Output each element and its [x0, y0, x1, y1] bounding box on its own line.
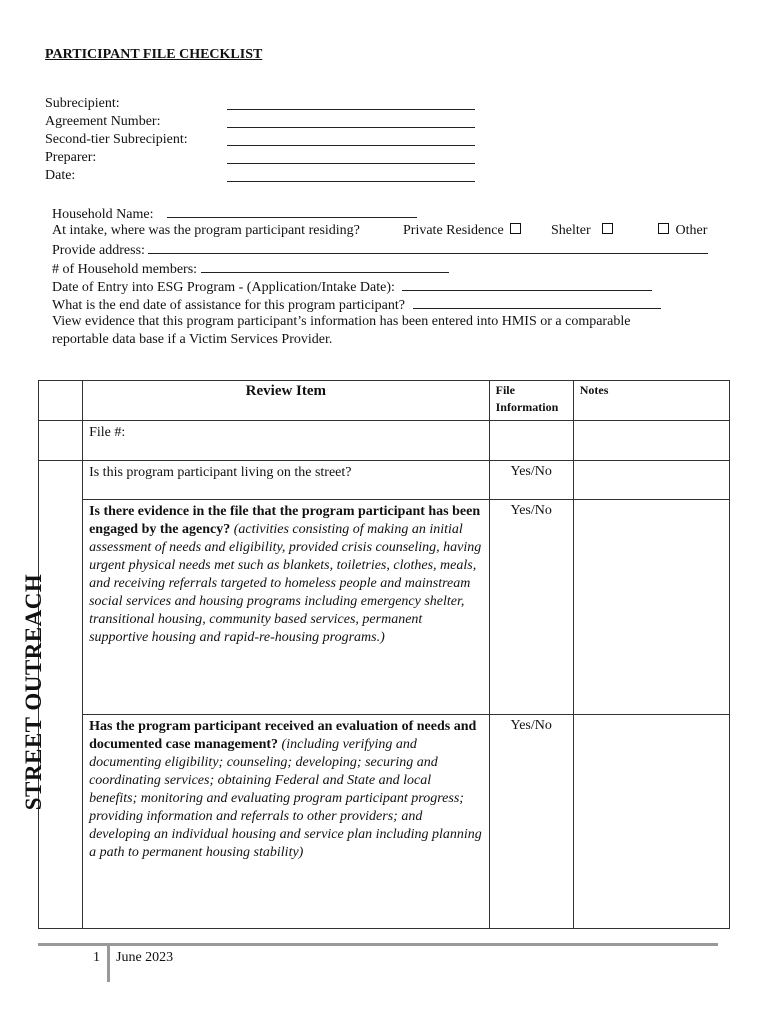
- members-row: [52, 259, 449, 277]
- page-title: PARTICIPANT FILE CHECKLIST: [45, 47, 263, 62]
- footer-divider: [38, 943, 718, 946]
- preparer-label: Preparer:: [45, 150, 97, 165]
- street-outreach-label: STREET OUTREACH: [21, 573, 46, 811]
- address-row: [52, 240, 708, 258]
- other-option: [655, 222, 707, 240]
- preparer-field[interactable]: [227, 149, 475, 164]
- hmis-text-line1: View evidence that this program participant’s information has been entered into HMIS or a comparable: [52, 314, 631, 329]
- checklist-table: [38, 380, 730, 929]
- table-row: [39, 500, 730, 715]
- residing-question-label: At intake, where was the program participant residing?: [52, 223, 360, 238]
- review-item-question: Has the program participant received an evaluation of needs and documented case management?: [89, 719, 477, 752]
- date-label: Date:: [45, 168, 76, 183]
- entry-date-label: Date of Entry into ESG Program - (Application/Intake Date):: [52, 280, 395, 295]
- other-checkbox[interactable]: [658, 223, 669, 234]
- review-item-question: Is there evidence in the file that the program participant has been engaged by the agency?: [89, 504, 481, 537]
- file-number-label: File #:: [83, 421, 490, 461]
- file-information-header: [489, 381, 573, 421]
- yes-no-answer[interactable]: Yes/No: [489, 461, 573, 500]
- file-number-notes-cell[interactable]: [573, 421, 729, 461]
- table-row: [39, 715, 730, 929]
- subrecipient-label: Subrecipient:: [45, 96, 120, 111]
- notes-cell[interactable]: [573, 461, 729, 500]
- table-header-row: [39, 381, 730, 421]
- end-date-row: [52, 295, 661, 313]
- footer-date: June 2023: [116, 950, 174, 965]
- yes-no-answer[interactable]: Yes/No: [489, 500, 573, 715]
- subrecipient-field[interactable]: [227, 95, 475, 110]
- members-field[interactable]: [201, 259, 449, 273]
- shelter-option: [551, 222, 616, 240]
- file-header-line2: Information: [495, 400, 559, 414]
- yes-no-answer[interactable]: Yes/No: [489, 715, 573, 929]
- notes-cell[interactable]: [573, 715, 729, 929]
- household-name-field[interactable]: [167, 204, 417, 218]
- table-row: [39, 461, 730, 500]
- footer-vertical-divider: [107, 946, 110, 982]
- entry-date-field[interactable]: [402, 277, 652, 291]
- review-item-detail: (including verifying and documenting eligibility; counseling; developing; securing and coordinating services; obtaining Federal and State and local benefits; monitoring and evaluating program participant progress; providing information and referrals to other providers; and developing an individual housing and service plan including planning a path to permanent housing stability): [89, 737, 482, 860]
- hmis-text-line2: reportable data base if a Victim Services Provider.: [52, 332, 333, 347]
- end-date-field[interactable]: [413, 295, 661, 309]
- file-number-side-cell: [39, 421, 83, 461]
- agreement-number-field[interactable]: [227, 113, 475, 128]
- address-label: Provide address:: [52, 243, 145, 258]
- private-residence-label: Private Residence: [403, 223, 504, 238]
- shelter-label: Shelter: [551, 223, 591, 238]
- second-tier-field[interactable]: [227, 131, 475, 146]
- household-name-row: [52, 204, 417, 222]
- agreement-number-label: Agreement Number:: [45, 114, 161, 129]
- household-name-label: Household Name:: [52, 207, 154, 222]
- review-item-cell: [83, 500, 490, 715]
- members-label: # of Household members:: [52, 262, 198, 277]
- review-item-cell: [83, 461, 490, 500]
- review-item-header: Review Item: [83, 381, 490, 421]
- notes-header: Notes: [573, 381, 729, 421]
- review-item-text: Is this program participant living on the street?: [89, 465, 352, 480]
- second-tier-label: Second-tier Subrecipient:: [45, 132, 188, 147]
- notes-cell[interactable]: [573, 500, 729, 715]
- other-label: Other: [675, 223, 708, 238]
- review-item-cell: [83, 715, 490, 929]
- file-number-info-cell[interactable]: [489, 421, 573, 461]
- shelter-checkbox[interactable]: [602, 223, 613, 234]
- residing-options: [403, 222, 524, 240]
- address-field[interactable]: [148, 240, 708, 254]
- date-field[interactable]: [227, 167, 475, 182]
- end-date-label: What is the end date of assistance for this program participant?: [52, 298, 405, 313]
- review-item-detail: (activities consisting of making an initial assessment of needs and eligibility, provided crisis counseling, having urgent physical needs met such as blankets, toiletries, clothes, meals, and receiving referrals targeted to homeless people and mainstream social services and housing programs including emergency shelter, transitional housing, community based services, permanent supportive housing and rapid-re-housing programs.): [89, 522, 482, 645]
- header-side-cell: [39, 381, 83, 421]
- private-residence-checkbox[interactable]: [510, 223, 521, 234]
- page-number: 1: [93, 950, 100, 965]
- file-header-line1: File: [495, 383, 515, 397]
- file-number-row: [39, 421, 730, 461]
- entry-date-row: [52, 277, 652, 295]
